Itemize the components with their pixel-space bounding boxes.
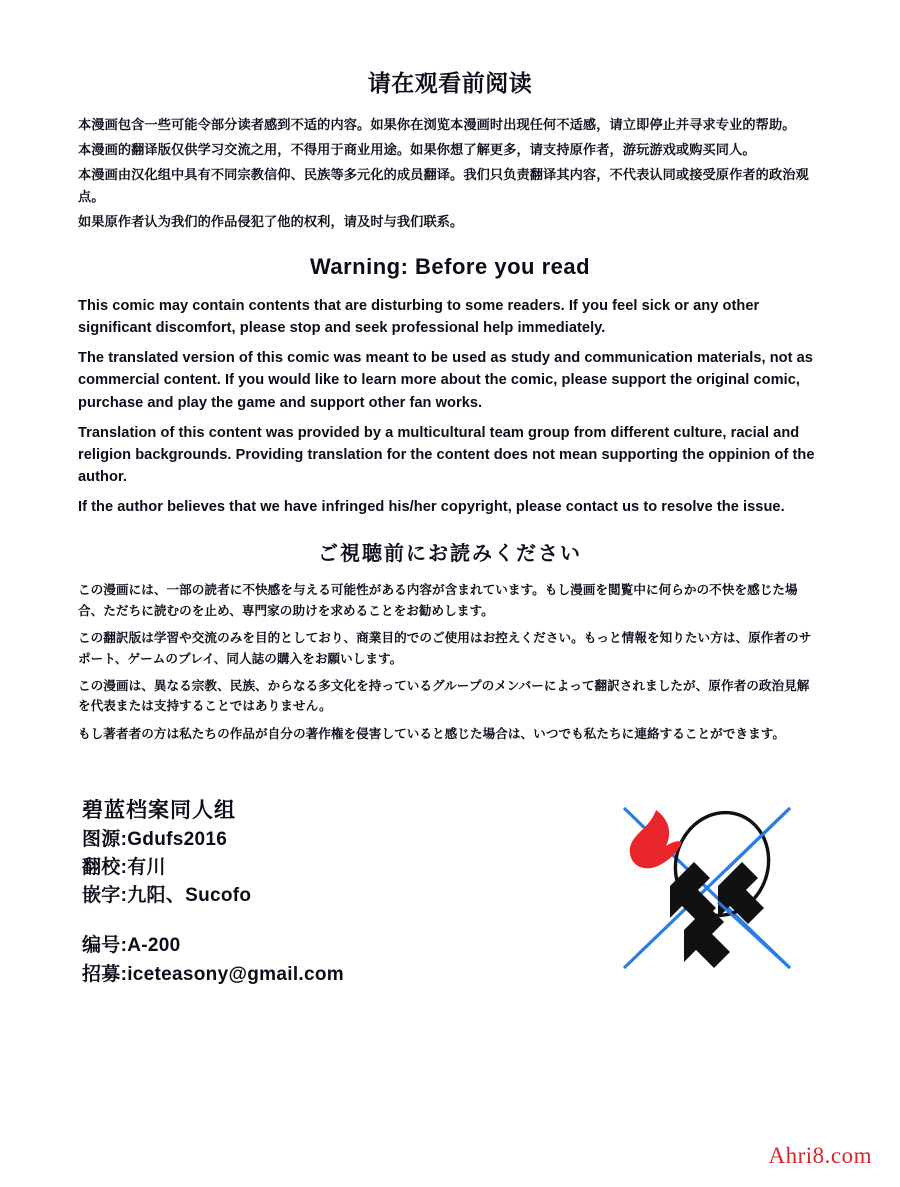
site-watermark: Ahri8.com — [768, 1143, 872, 1168]
notice-line-jp-2: この翻訳版は学習や交流のみを目的としており、商業目的でのご使用はお控えください。もっと情報を知りたい方は、原作者のサポート、ゲームのプレイ、同人誌の購入をお願いします。 — [78, 631, 812, 666]
credits-source: 图源:Gdufs2016 — [82, 829, 228, 851]
notice-line-cn-4: 如果原作者认为我们的作品侵犯了他的权利，请及时与我们联系。 — [78, 214, 464, 230]
notice-content — [78, 70, 822, 751]
credits-group-name: 碧蓝档案同人组 — [82, 799, 236, 822]
notice-line-cn-2: 本漫画的翻译版仅供学习交流之用，不得用于商业用途。如果你想了解更多，请支持原作者，游玩游戏或购买同人。 — [78, 141, 756, 157]
credits-proofreader: 翻校:有川 — [82, 857, 166, 879]
notice-line-cn-3: 本漫画由汉化组中具有不同宗教信仰、民族等多元化的成员翻译。我们只负责翻译其内容，不代表认同或接受原作者的政治观点。 — [78, 167, 809, 204]
credits-block — [82, 795, 512, 989]
notice-line-jp-3: この漫画は、異なる宗教、民族、からなる多文化を持っているグループのメンバーによって翻訳されましたが、原作者の政治見解を代表または支持することではありません。 — [78, 678, 810, 714]
notice-line-jp-1: この漫画には、一部の読者に不快感を与える可能性がある内容が含まれています。もし漫画を閲覧中に何らかの不快を感じた場合、ただちに読むのを止め、専門家の助けを求めることをお勧めします。 — [78, 583, 798, 618]
group-logo-icon — [598, 790, 813, 1005]
credits-recruit-email: 招募:iceteasony@gmail.com — [82, 963, 344, 985]
notice-line-en-2: The translated version of this comic was meant to be used as study and communication materials, not as commercial content. If you would like to learn more about the comic, please support the original comic, purchase and play the game and support other fan works. — [78, 350, 813, 411]
notice-line-jp-4: もし著者者の方は私たちの作品が自分の著作権を侵害していると感じた場合は、いつでも私たちに連絡することができます。 — [78, 726, 786, 741]
credits-typesetter: 嵌字:九阳、Sucofo — [82, 885, 252, 907]
credits-number: 编号:A-200 — [82, 935, 181, 957]
notice-title-jp: ご視聴前にお読みください — [318, 543, 582, 566]
credits-spacer — [82, 910, 512, 932]
notice-line-cn-1: 本漫画包含一些可能令部分读者感到不适的内容。如果你在浏览本漫画时出现任何不适感，请立即停止并寻求专业的帮助。 — [78, 116, 796, 132]
notice-line-en-4: If the author believes that we have infringed his/her copyright, please contact us to resolve the issue. — [78, 499, 785, 516]
notice-title-en: Warning: Before you read — [309, 254, 591, 280]
notice-line-en-3: Translation of this content was provided by a multicultural team group from different culture, racial and religion backgrounds. Providing translation for the content does not mean supporting the oppinion of the author. — [78, 424, 815, 486]
notice-title-cn: 请在观看前阅读 — [367, 70, 533, 96]
notice-line-en-1: This comic may contain contents that are disturbing to some readers. If you feel sick or any other significant discomfort, please stop and seek professional help immediately. — [78, 297, 760, 337]
